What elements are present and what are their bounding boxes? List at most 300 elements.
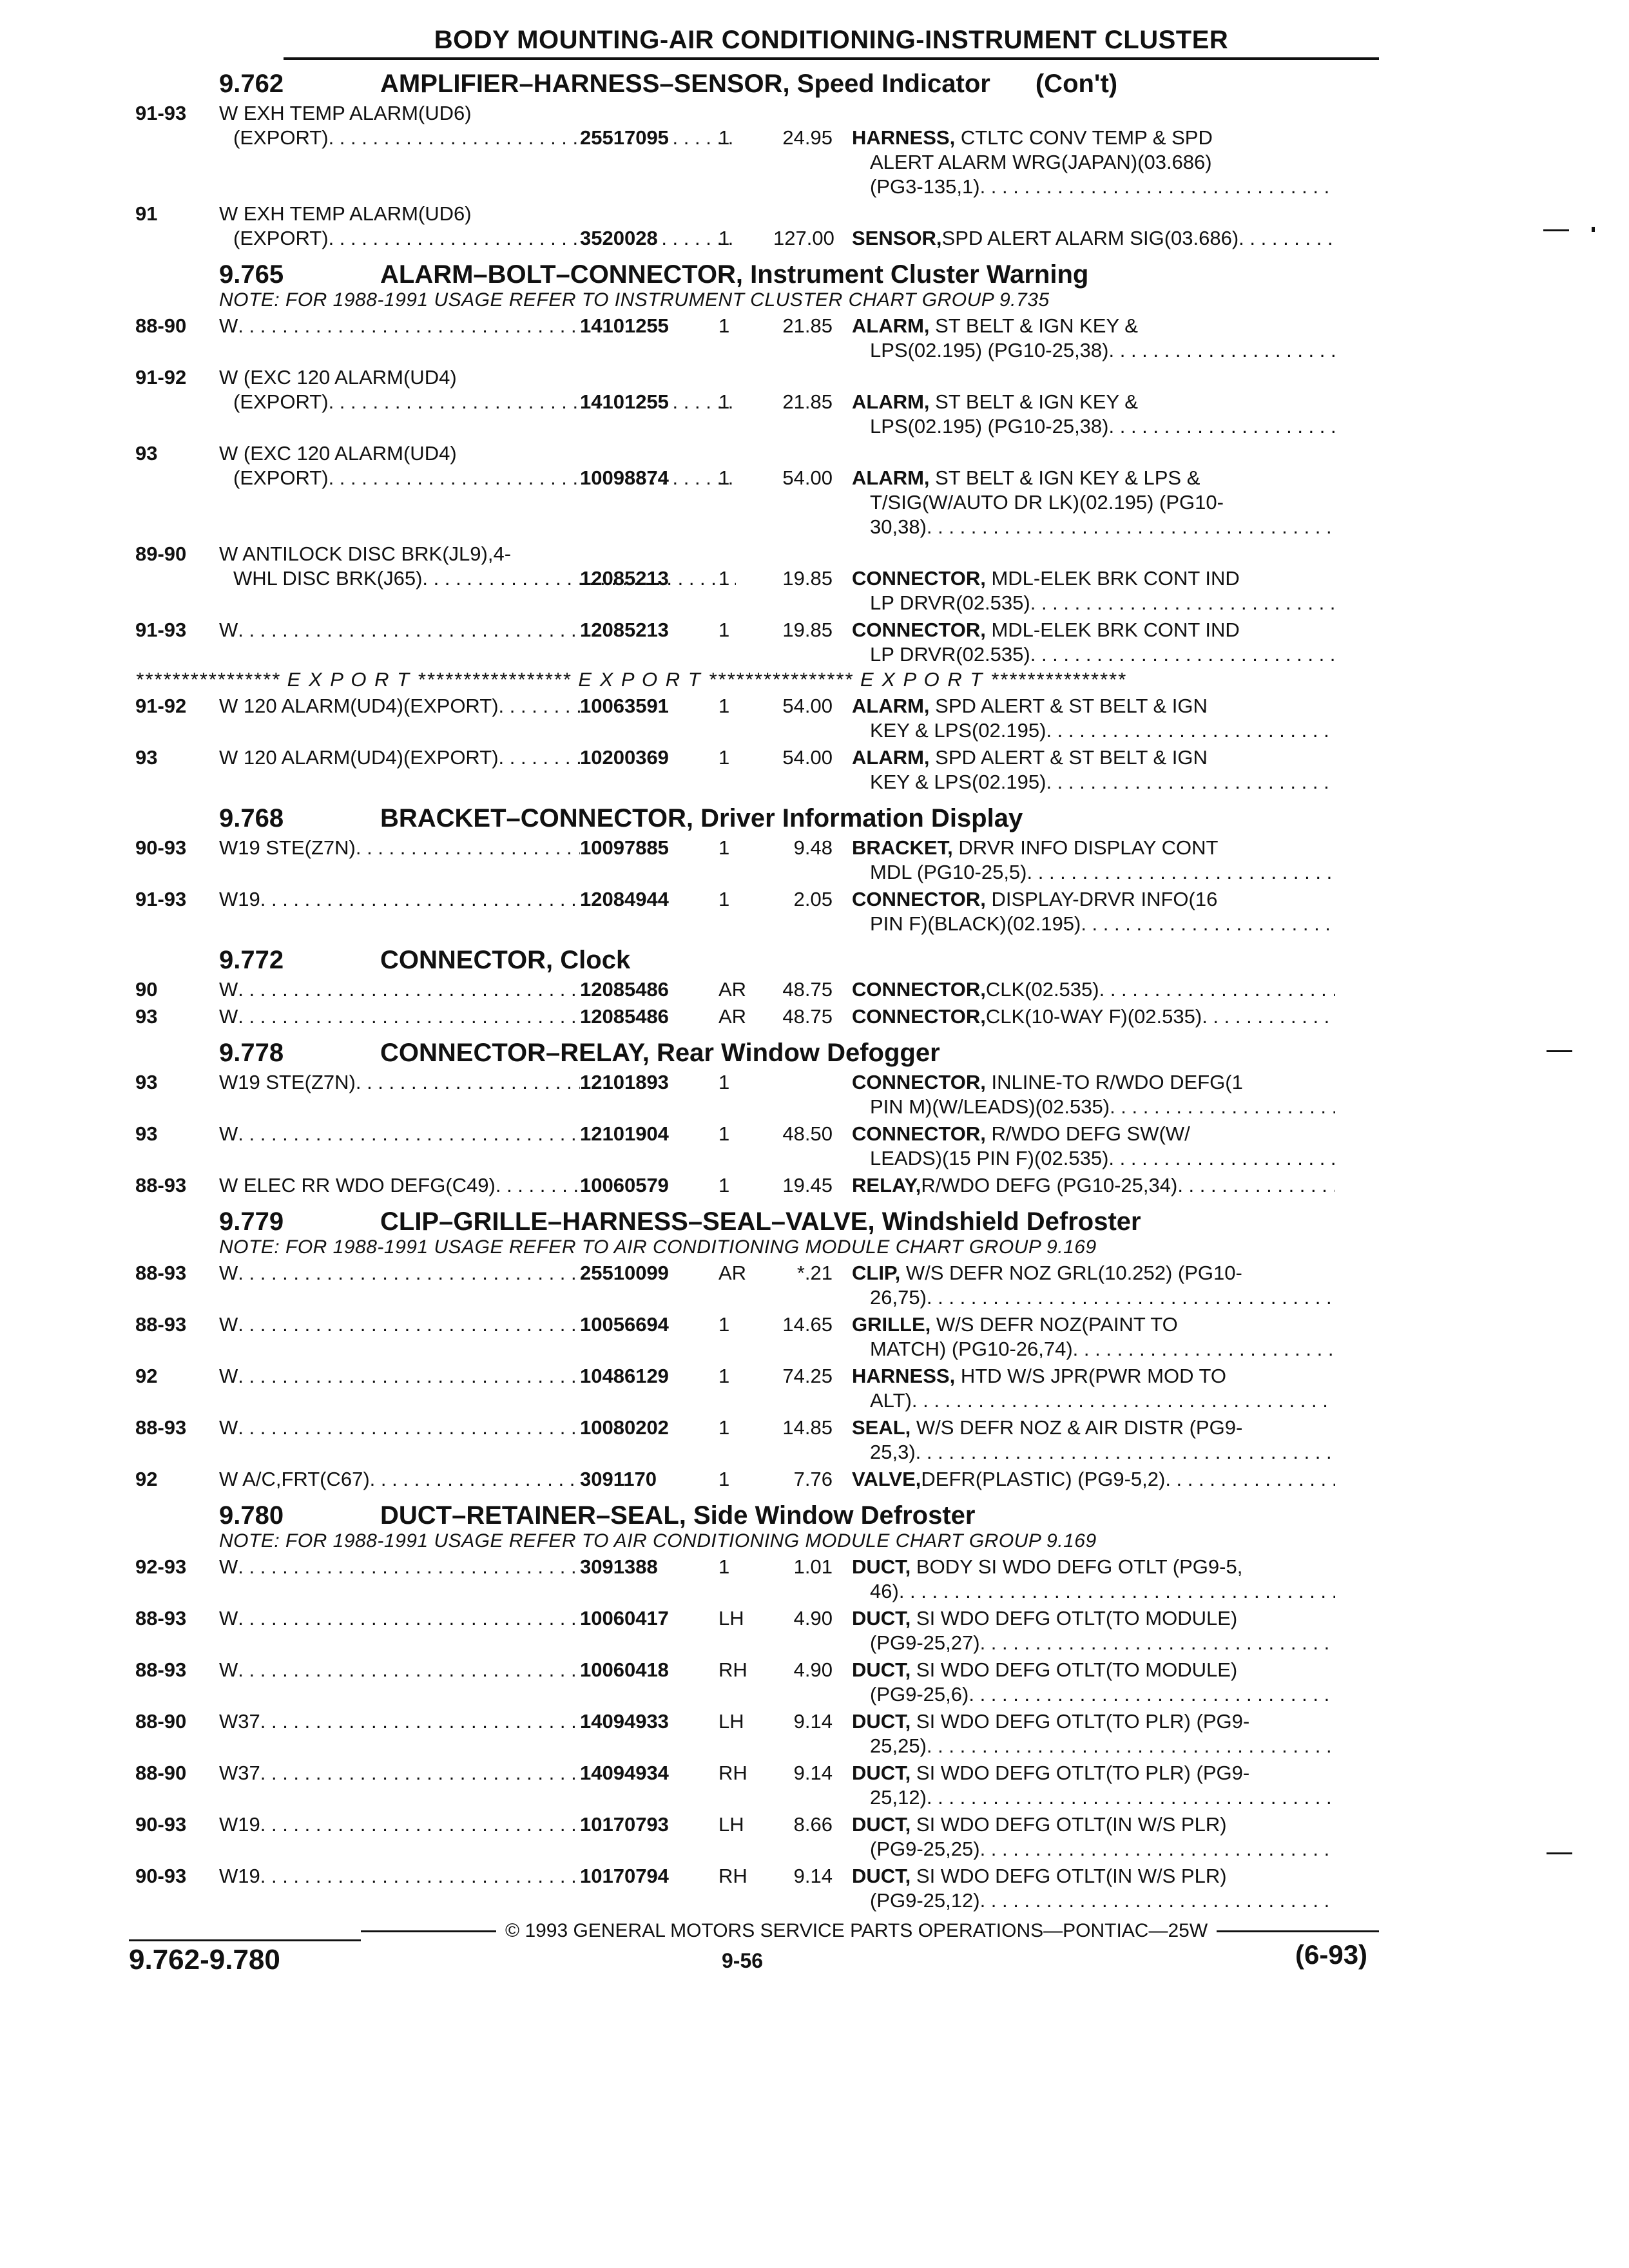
- model-year: 90: [135, 978, 158, 1001]
- quantity: LH: [718, 1607, 744, 1629]
- margin-mark: [1547, 1852, 1572, 1854]
- part-name: HARNESS,: [852, 126, 956, 149]
- price: 48.75: [782, 1005, 833, 1028]
- quantity: 1: [718, 888, 730, 910]
- description-line: [852, 745, 1335, 770]
- quantity: RH: [718, 1658, 747, 1681]
- footer-rule-right: [1217, 1930, 1379, 1932]
- application-line-leader: [219, 226, 833, 251]
- parts-row: [135, 1122, 1379, 1171]
- application-line: W37: [219, 1762, 260, 1784]
- model-year: 90-93: [135, 836, 187, 859]
- price: 9.14: [793, 1710, 833, 1733]
- part-number: 14101255: [580, 314, 669, 337]
- parts-row: [135, 1312, 1379, 1361]
- description-column: [833, 1812, 1335, 1861]
- price: 19.85: [782, 619, 833, 641]
- description-column: [833, 745, 1335, 794]
- part-number: 10056694: [580, 1313, 669, 1336]
- application-column: [219, 977, 833, 1002]
- dot-leader: [1073, 1337, 1335, 1361]
- description-column: [833, 1606, 1335, 1655]
- description-line: [852, 694, 1335, 718]
- application-column: [219, 1761, 833, 1810]
- description-line: [852, 1173, 1335, 1198]
- description-line: [852, 126, 1335, 150]
- application-line: W19: [219, 888, 260, 910]
- price: 19.45: [782, 1174, 833, 1196]
- application-column: [219, 1261, 833, 1310]
- price: *.21: [796, 1262, 833, 1284]
- quantity: 1: [718, 619, 730, 641]
- application-line-leader: [219, 126, 833, 150]
- application-line: W: [219, 619, 238, 641]
- dot-leader: [1027, 860, 1336, 885]
- description-text: DEFR(PLASTIC) (PG9-5,2): [921, 1468, 1166, 1490]
- part-number: 10486129: [580, 1365, 669, 1387]
- application-column: [219, 618, 833, 667]
- description-text: W/S DEFR NOZ & AIR DISTR (PG9-: [916, 1416, 1243, 1439]
- description-line: [852, 642, 1335, 667]
- description-column: [833, 314, 1335, 363]
- dot-leader: [1108, 1146, 1335, 1171]
- quantity: 1: [718, 746, 730, 769]
- application-column: [219, 1658, 833, 1707]
- description-line: [852, 1709, 1335, 1734]
- catalog-page: [135, 26, 1379, 1913]
- quantity: 1: [718, 314, 730, 337]
- model-year: 93: [135, 746, 158, 769]
- part-name: CONNECTOR,: [852, 567, 986, 590]
- application-line: W: [219, 1365, 238, 1387]
- model-year: 88-93: [135, 1658, 187, 1681]
- dot-leader: [1109, 414, 1336, 439]
- model-year: 92: [135, 1365, 158, 1387]
- application-line-leader: [219, 1364, 833, 1389]
- application-qualifier: WHL DISC BRK(J65): [233, 567, 423, 590]
- description-text: SI WDO DEFG OTLT(TO PLR) (PG9-: [916, 1762, 1250, 1784]
- model-year: 88-90: [135, 314, 187, 337]
- description-column: [833, 1122, 1335, 1171]
- dot-leader: [1030, 642, 1335, 667]
- model-year: 88-93: [135, 1416, 187, 1439]
- parts-row: [135, 1812, 1379, 1861]
- parts-row: [135, 887, 1379, 936]
- price: 54.00: [782, 695, 833, 717]
- description-column: [833, 1709, 1335, 1758]
- description-text: 25,25): [870, 1735, 927, 1757]
- parts-row: [135, 1261, 1379, 1310]
- quantity: 1: [718, 126, 730, 149]
- application-line: W19 STE(Z7N): [219, 1071, 356, 1093]
- dot-leader: [980, 1888, 1335, 1913]
- part-name: ALARM,: [852, 390, 930, 413]
- application-line: W 120 ALARM(UD4)(EXPORT): [219, 746, 499, 769]
- description-line: [852, 175, 1335, 199]
- application-line-leader: [219, 314, 833, 338]
- application-column: [219, 1812, 833, 1861]
- dot-leader: [422, 566, 736, 591]
- part-name: CONNECTOR,: [852, 1071, 986, 1093]
- parts-row: [135, 202, 1379, 251]
- description-text: 46): [870, 1580, 899, 1602]
- description-column: [833, 1761, 1335, 1810]
- quantity: 1: [718, 390, 730, 413]
- dot-leader: [927, 515, 1335, 539]
- description-line: [852, 1467, 1335, 1492]
- part-name: DUCT,: [852, 1813, 911, 1836]
- part-number: 3091170: [580, 1468, 657, 1490]
- description-line: [852, 566, 1335, 591]
- model-year: 91-92: [135, 366, 187, 389]
- description-line: [852, 1785, 1335, 1810]
- dot-leader: [916, 1440, 1335, 1465]
- description-line: [852, 836, 1335, 860]
- dot-leader: [260, 887, 580, 912]
- description-text: ALT): [870, 1389, 912, 1412]
- description-text: CTLTC CONV TEMP & SPD: [960, 126, 1213, 149]
- application-column: [219, 1173, 833, 1198]
- parts-row: [135, 1864, 1379, 1913]
- section-heading: [135, 803, 1379, 833]
- price: 21.85: [782, 314, 833, 337]
- section-note: NOTE: FOR 1988-1991 USAGE REFER TO AIR CONDITIONING MODULE CHART GROUP 9.169: [219, 1236, 1097, 1258]
- description-column: [833, 836, 1335, 885]
- margin-mark: [1547, 1050, 1572, 1052]
- description-text: ST BELT & IGN KEY & LPS &: [935, 466, 1200, 489]
- description-line: [852, 1312, 1335, 1337]
- description-text: W/S DEFR NOZ GRL(10.252) (PG10-: [905, 1262, 1242, 1284]
- description-line: [852, 1631, 1335, 1655]
- price: 8.66: [793, 1813, 833, 1836]
- description-column: [833, 542, 1335, 615]
- price: 48.50: [782, 1122, 833, 1145]
- description-text: (PG3-135,1): [870, 175, 980, 198]
- footer-page-number: 9-56: [722, 1949, 764, 1972]
- application-line: W: [219, 1658, 238, 1681]
- description-line: [852, 1658, 1335, 1682]
- description-line: [852, 390, 1335, 414]
- description-text: MDL (PG10-25,5): [870, 861, 1027, 883]
- section-heading: [135, 260, 1379, 289]
- price: 2.05: [793, 888, 833, 910]
- model-year: 93: [135, 1071, 158, 1093]
- application-column: [219, 1312, 833, 1361]
- application-column: [219, 887, 833, 936]
- description-column: [833, 1364, 1335, 1413]
- dot-leader: [980, 175, 1335, 199]
- description-column: [833, 202, 1335, 251]
- description-line: [852, 1812, 1335, 1837]
- description-line: [852, 490, 1335, 515]
- section-note: NOTE: FOR 1988-1991 USAGE REFER TO INSTRUMENT CLUSTER CHART GROUP 9.735: [219, 289, 1050, 311]
- section-heading: [135, 1038, 1379, 1068]
- application-line-leader: [219, 1070, 833, 1095]
- description-text: KEY & LPS(02.195): [870, 771, 1046, 793]
- part-number: 14101255: [580, 390, 669, 413]
- part-number: 25510099: [580, 1262, 669, 1284]
- part-number: 14094933: [580, 1710, 669, 1733]
- description-column: [833, 1312, 1335, 1361]
- price: 4.90: [793, 1607, 833, 1629]
- description-column: [833, 618, 1335, 667]
- dot-leader: [238, 1658, 580, 1682]
- description-column: [833, 1261, 1335, 1310]
- part-number: 10060417: [580, 1607, 669, 1629]
- application-line: W EXH TEMP ALARM(UD6): [219, 102, 472, 124]
- application-column: [219, 836, 833, 885]
- price: 127.00: [773, 227, 834, 249]
- description-line: [852, 414, 1335, 439]
- model-year: 91-93: [135, 888, 187, 910]
- application-line: W: [219, 1416, 238, 1439]
- section-heading: [135, 1207, 1379, 1236]
- section-qualifier: Speed Indicator: [796, 70, 990, 98]
- description-text: DISPLAY-DRVR INFO(16: [991, 888, 1218, 910]
- dot-leader: [1081, 912, 1335, 936]
- description-text: R/WDO DEFG (PG10-25,34): [921, 1174, 1178, 1196]
- model-year: 88-93: [135, 1262, 187, 1284]
- parts-row: [135, 1173, 1379, 1198]
- parts-row: [135, 1709, 1379, 1758]
- dot-leader: [260, 1709, 580, 1734]
- description-line: [852, 887, 1335, 912]
- application-line: W37: [219, 1710, 260, 1733]
- application-column: [219, 441, 833, 539]
- application-line: W: [219, 1262, 238, 1284]
- model-year: 88-90: [135, 1762, 187, 1784]
- description-line: [852, 1864, 1335, 1888]
- description-column: [833, 441, 1335, 539]
- model-year: 93: [135, 1122, 158, 1145]
- description-line: [852, 515, 1335, 539]
- parts-row: [135, 1658, 1379, 1707]
- quantity: 1: [718, 1122, 730, 1145]
- dot-leader: [238, 977, 580, 1002]
- section-number: 9.768: [219, 804, 284, 832]
- part-number: 12085486: [580, 1005, 669, 1028]
- application-column: [219, 101, 833, 199]
- description-text: R/WDO DEFG SW(W/: [991, 1122, 1190, 1145]
- model-year: 92-93: [135, 1555, 187, 1578]
- description-text: SI WDO DEFG OTLT(IN W/S PLR): [916, 1865, 1227, 1887]
- description-line: [852, 314, 1335, 338]
- footer-copyright-line: [361, 1920, 1379, 1942]
- dot-leader: [496, 1173, 580, 1198]
- description-text: INLINE-TO R/WDO DEFG(1: [991, 1071, 1243, 1093]
- part-number: 12084944: [580, 888, 669, 910]
- quantity: AR: [718, 978, 747, 1001]
- dot-leader: [329, 226, 736, 251]
- parts-row: [135, 694, 1379, 743]
- application-line: W ELEC RR WDO DEFG(C49): [219, 1174, 496, 1196]
- dot-leader: [1202, 1004, 1335, 1029]
- part-name: DUCT,: [852, 1865, 911, 1887]
- quantity: 1: [718, 836, 730, 859]
- application-column: [219, 1555, 833, 1604]
- dot-leader: [238, 1122, 580, 1146]
- part-name: SEAL,: [852, 1416, 911, 1439]
- dot-leader: [238, 1606, 580, 1631]
- description-line: [852, 718, 1335, 743]
- part-name: DUCT,: [852, 1658, 911, 1681]
- description-line: [852, 1416, 1335, 1440]
- quantity: AR: [718, 1262, 747, 1284]
- description-column: [833, 1416, 1335, 1465]
- part-number: 10080202: [580, 1416, 669, 1439]
- description-line: [852, 338, 1335, 363]
- dot-leader: [329, 126, 736, 150]
- description-text: T/SIG(W/AUTO DR LK)(02.195) (PG10-: [870, 491, 1224, 514]
- price: 24.95: [782, 126, 833, 149]
- quantity: LH: [718, 1813, 744, 1836]
- application-line: W ANTILOCK DISC BRK(JL9),4-: [219, 543, 512, 565]
- parts-row: [135, 1467, 1379, 1492]
- model-year: 93: [135, 442, 158, 465]
- application-line: W: [219, 314, 238, 337]
- description-column: [833, 1864, 1335, 1913]
- description-text: SI WDO DEFG OTLT(TO PLR) (PG9-: [916, 1710, 1250, 1733]
- dot-leader: [927, 1285, 1335, 1310]
- part-number: 14094934: [580, 1762, 669, 1784]
- section-title: AMPLIFIER–HARNESS–SENSOR,: [380, 70, 790, 98]
- footer-date: (6-93): [1295, 1939, 1368, 1970]
- part-name: CONNECTOR,: [852, 619, 986, 641]
- application-column: [219, 1122, 833, 1171]
- dot-leader: [927, 1785, 1335, 1810]
- section-number: 9.780: [219, 1501, 284, 1530]
- application-line: W19: [219, 1813, 260, 1836]
- footer-group-range: 9.762-9.780: [129, 1939, 361, 1976]
- part-name: SENSOR,: [852, 227, 942, 249]
- description-line: [852, 1579, 1335, 1604]
- dot-leader: [1165, 1467, 1335, 1492]
- section-title: CLIP–GRILLE–HARNESS–SEAL–VALVE,: [380, 1207, 875, 1236]
- description-line: [852, 1070, 1335, 1095]
- part-name: DUCT,: [852, 1710, 911, 1733]
- part-number: 10170794: [580, 1865, 669, 1887]
- application-column: [219, 1004, 833, 1029]
- description-text: SI WDO DEFG OTLT(IN W/S PLR): [916, 1813, 1227, 1836]
- application-line-leader: [219, 1416, 833, 1440]
- part-name: DUCT,: [852, 1762, 911, 1784]
- application-column: [219, 745, 833, 794]
- section-qualifier: Driver Information Display: [700, 804, 1023, 832]
- description-text: CLK(10-WAY F)(02.535): [985, 1005, 1202, 1028]
- description-text: 26,75): [870, 1286, 927, 1309]
- application-line: W EXH TEMP ALARM(UD6): [219, 202, 472, 225]
- dot-leader: [238, 1364, 580, 1389]
- part-number: 12085486: [580, 978, 669, 1001]
- part-name: ALARM,: [852, 314, 930, 337]
- dot-leader: [238, 618, 580, 642]
- application-line: W 120 ALARM(UD4)(EXPORT): [219, 695, 499, 717]
- application-line: W19 STE(Z7N): [219, 836, 356, 859]
- application-line-leader: [219, 1467, 833, 1492]
- section-continued: (Con't): [1035, 70, 1118, 98]
- description-text: LP DRVR(02.535): [870, 591, 1030, 614]
- description-column: [833, 365, 1335, 439]
- description-line: [852, 150, 1335, 175]
- description-line: [852, 1734, 1335, 1758]
- dot-leader: [1046, 770, 1335, 794]
- application-line-leader: [219, 1173, 833, 1198]
- price: 9.48: [793, 836, 833, 859]
- parts-row: [135, 101, 1379, 199]
- section-qualifier: Windshield Defroster: [882, 1207, 1141, 1236]
- model-year: 90-93: [135, 1865, 187, 1887]
- quantity: 1: [718, 567, 730, 590]
- application-line-leader: [219, 887, 833, 912]
- part-number: 10097885: [580, 836, 669, 859]
- description-text: SI WDO DEFG OTLT(TO MODULE): [916, 1658, 1238, 1681]
- application-column: [219, 1467, 833, 1492]
- parts-row: [135, 1606, 1379, 1655]
- dot-leader: [238, 314, 580, 338]
- dot-leader: [238, 1261, 580, 1285]
- model-year: 92: [135, 1468, 158, 1490]
- part-number: 12101904: [580, 1122, 669, 1145]
- description-line: [852, 1606, 1335, 1631]
- export-banner: **************** E X P O R T ***************** E X P O R T **************** E X P O R T ***************: [135, 668, 1126, 691]
- part-number: 10060579: [580, 1174, 669, 1196]
- model-year: 88-93: [135, 1174, 187, 1196]
- application-line: W: [219, 1555, 238, 1578]
- parts-row: [135, 314, 1379, 363]
- model-year: 89-90: [135, 543, 187, 565]
- price: 14.85: [782, 1416, 833, 1439]
- part-name: BRACKET,: [852, 836, 953, 859]
- application-line: W: [219, 1005, 238, 1028]
- parts-row: [135, 836, 1379, 885]
- dot-leader: [980, 1837, 1335, 1861]
- part-name: CONNECTOR,: [852, 1122, 986, 1145]
- description-text: SPD ALERT & ST BELT & IGN: [935, 746, 1208, 769]
- price: 54.00: [782, 746, 833, 769]
- part-number: 3091388: [580, 1555, 658, 1578]
- parts-row: [135, 618, 1379, 667]
- part-name: RELAY,: [852, 1174, 921, 1196]
- model-year: 93: [135, 1005, 158, 1028]
- description-text: SPD ALERT ALARM SIG(03.686): [941, 227, 1239, 249]
- price: 21.85: [782, 390, 833, 413]
- description-column: [833, 694, 1335, 743]
- description-text: PIN M)(W/LEADS)(02.535): [870, 1095, 1110, 1118]
- part-name: CONNECTOR,: [852, 978, 986, 1001]
- part-name: ALARM,: [852, 466, 930, 489]
- margin-dot: [1592, 227, 1595, 232]
- application-line-leader: [219, 1555, 833, 1579]
- part-name: VALVE,: [852, 1468, 921, 1490]
- description-line: [852, 591, 1335, 615]
- dot-leader: [1099, 977, 1335, 1002]
- sections-container: [135, 69, 1379, 1913]
- dot-leader: [356, 1070, 580, 1095]
- description-text: LPS(02.195) (PG10-25,38): [870, 339, 1109, 361]
- section-number: 9.772: [219, 946, 284, 974]
- parts-row: [135, 745, 1379, 794]
- section-heading: [135, 69, 1379, 99]
- margin-mark: [1543, 229, 1569, 231]
- model-year: 88-93: [135, 1313, 187, 1336]
- description-line: [852, 1837, 1335, 1861]
- description-text: (PG9-25,6): [870, 1683, 969, 1706]
- application-line: W (EXC 120 ALARM(UD4): [219, 366, 457, 389]
- application-qualifier: (EXPORT): [233, 126, 329, 149]
- description-text: LPS(02.195) (PG10-25,38): [870, 415, 1109, 437]
- description-line: [852, 770, 1335, 794]
- part-number: 10200369: [580, 746, 669, 769]
